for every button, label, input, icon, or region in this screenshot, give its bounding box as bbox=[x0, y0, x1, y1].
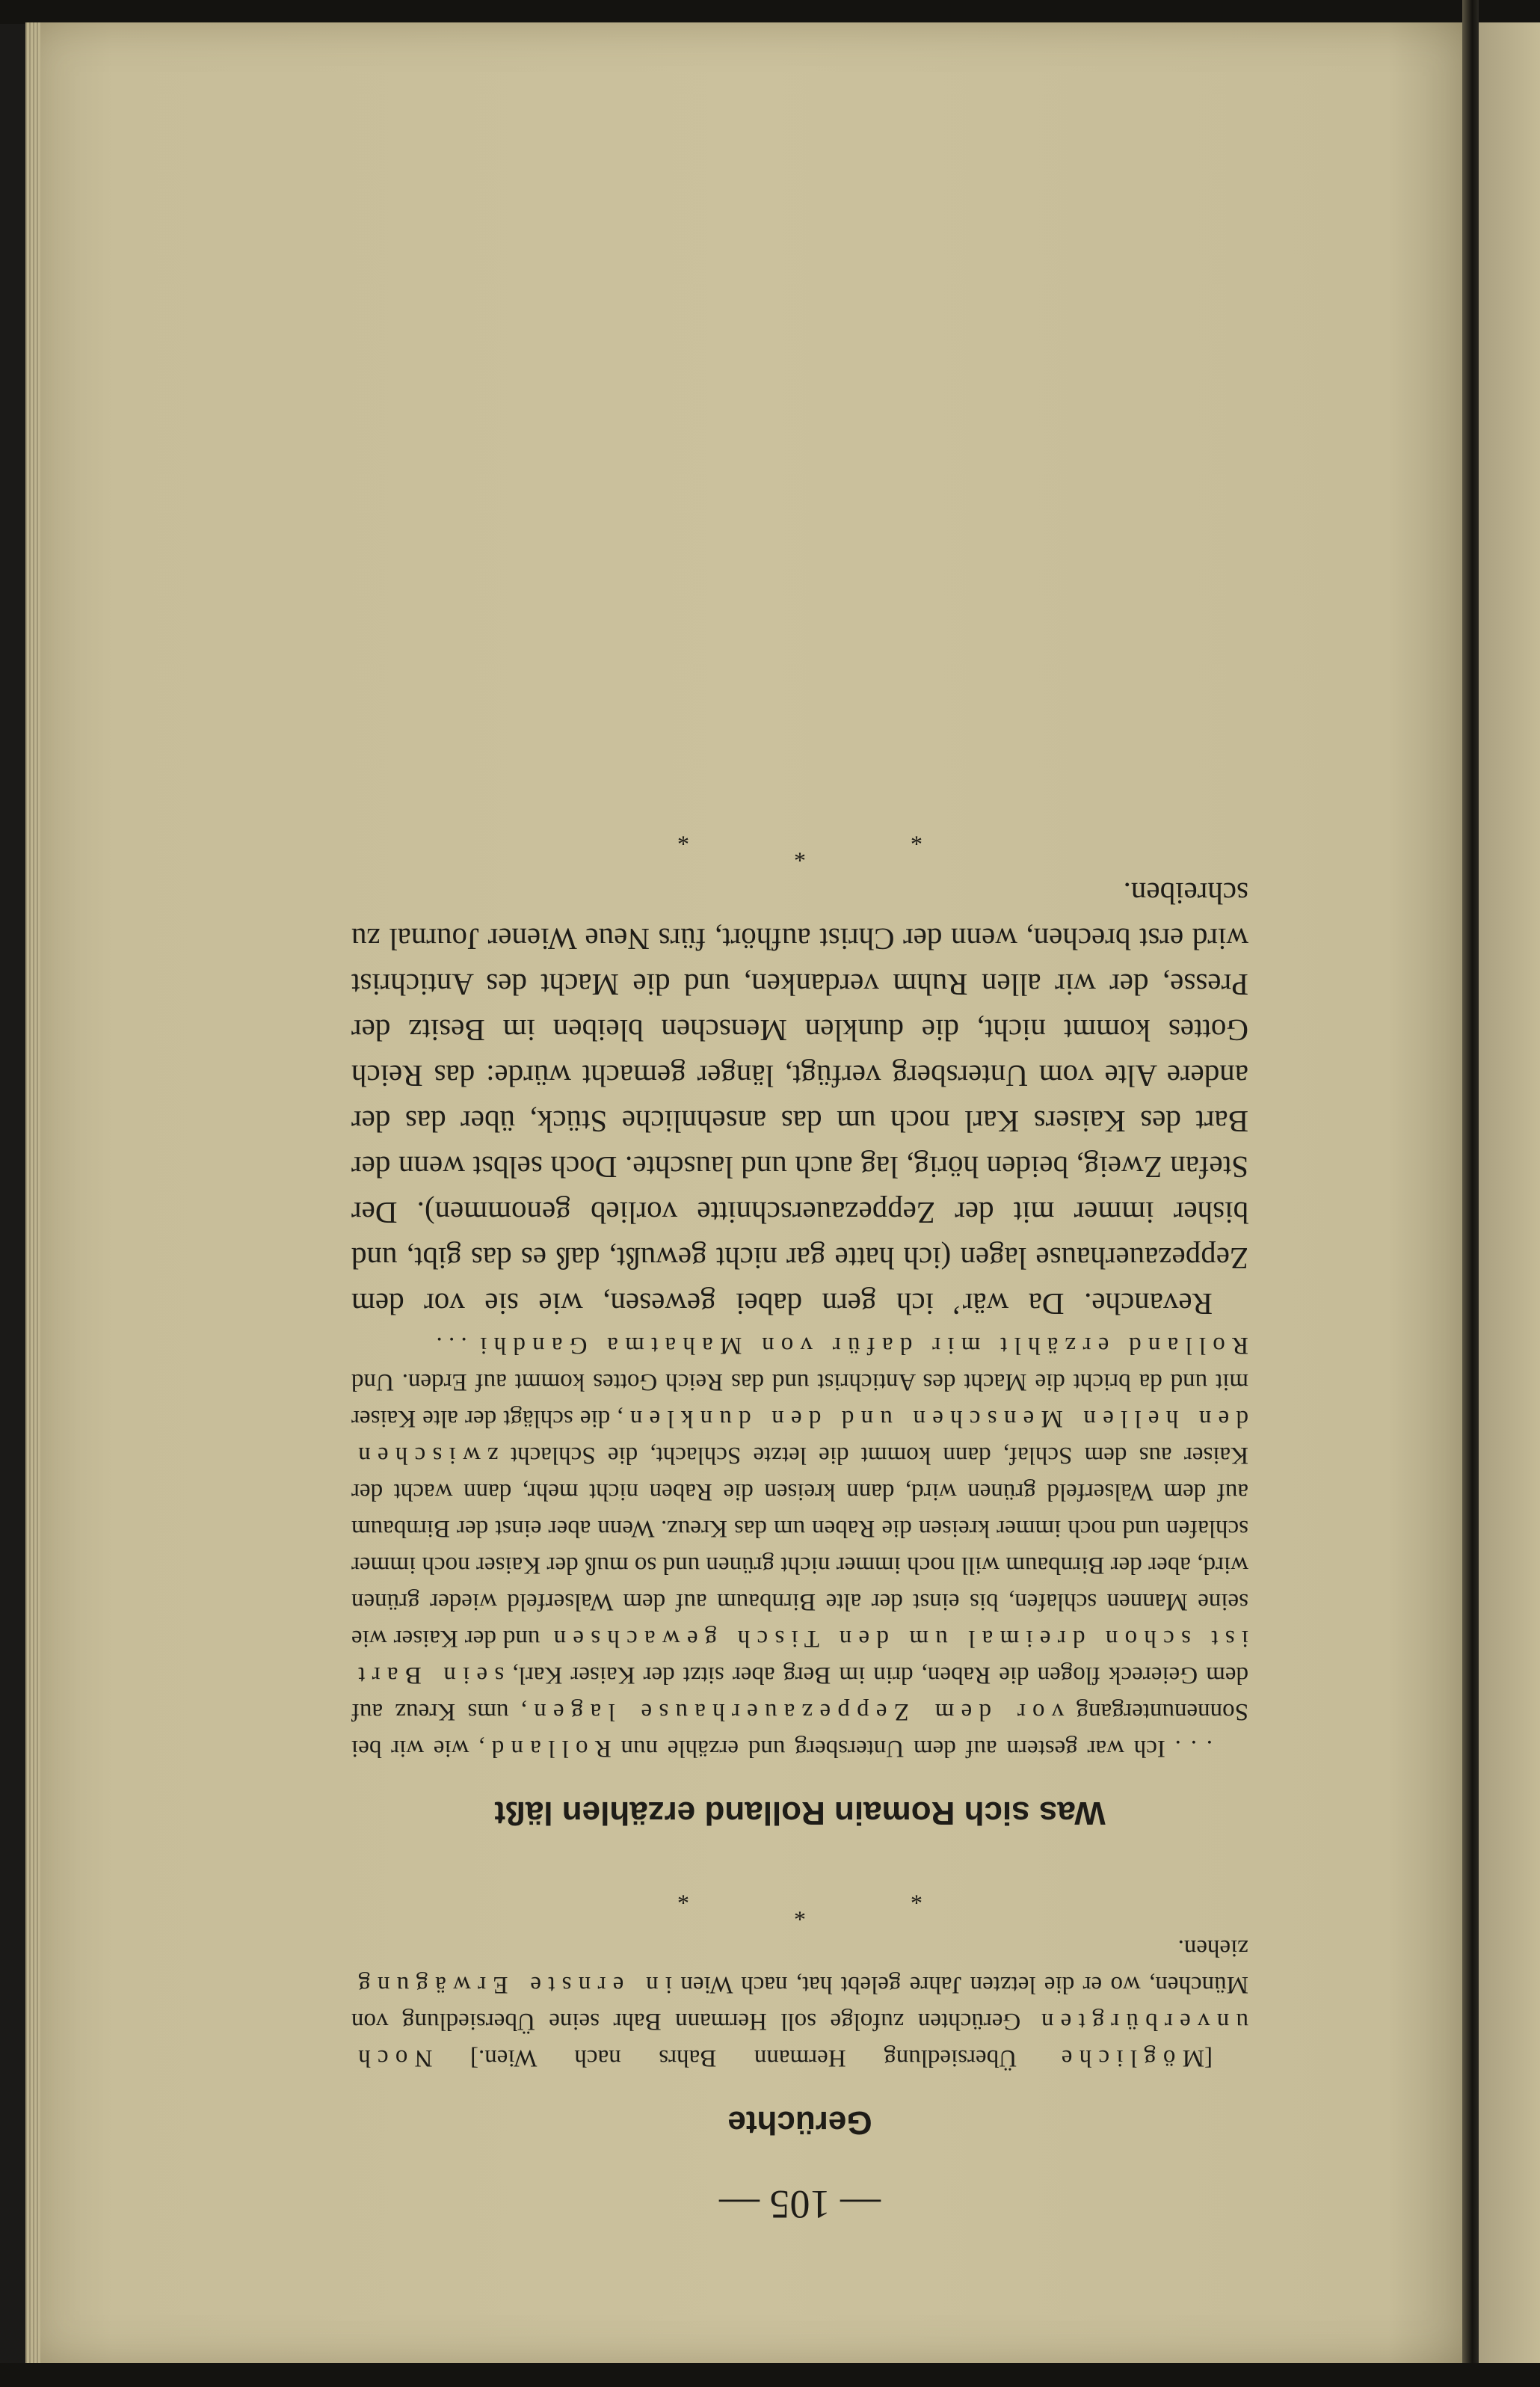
page-number: — 105 — bbox=[719, 2182, 881, 2227]
text-run-spaced: Mögliche bbox=[1054, 2045, 1204, 2071]
asterisk: * bbox=[794, 841, 806, 867]
text-run: Revanche. Da wär’ ich gern dabei gewesen, wie sie vor dem Zeppezauerhause lagen (ich hatte gar nicht gewußt, daß es das gibt, und bisher immer mit der Zeppezauerschnitte vorlieb genommen). Der Stefan Zweig, beiden hörig, lag auch und lauschte. Doch selbst wenn der Bart des Kaisers Karl noch um das ansehnliche Stück, über das der andere Alte vom Untersberg verfügt, länger gemacht würde: das Reich Gottes kommt nicht, die dunklen Menschen bleiben im Besitz der Presse, der wir allen Ruhm verdanken, und die Macht des Antichrist wird erst brechen, wenn der Christ aufhört, fürs Neue Wiener Journal zu schreiben. bbox=[351, 876, 1248, 1321]
text-run: . . . Ich war gestern auf dem Untersberg und erzähle nun bbox=[611, 1735, 1213, 1762]
printed-text-block bbox=[351, 516, 1248, 2228]
asterism-separator bbox=[351, 1844, 1248, 1926]
text-run-spaced: zwischen den hellen Menschen und den dunklen bbox=[351, 1405, 1248, 1469]
asterisk: * bbox=[911, 824, 923, 851]
text-run: und der Kaiser wie seine Mannen schlafen, bis einst der alte Birnbaum auf dem Walserfeld wieder grünen wird, aber der Birnbaum will noch immer nicht grünen und so muß der Kaiser noch immer schlafen und noch immer kreisen die Raben um das Kreuz. Wenn aber einst der Birnbaum auf dem Walserfeld grünen wird, dann kreisen die Raben nicht mehr, dann wacht der Kaiser aus dem Schlaf, dann kommt die letzte Schlacht, die Schlacht bbox=[351, 1442, 1248, 1652]
text-run: , wie wir bei Sonnenuntergang bbox=[351, 1698, 1248, 1762]
asterisk: * bbox=[677, 1883, 689, 1910]
text-run: . . . bbox=[436, 1332, 473, 1359]
asterisk: * bbox=[794, 1899, 806, 1926]
text-run: ziehen. bbox=[1177, 1935, 1248, 1961]
paragraph-geruechte bbox=[351, 1929, 1248, 2076]
section-title-geruechte: Gerüchte bbox=[727, 2104, 872, 2141]
text-run-spaced: Rolland bbox=[484, 1735, 612, 1762]
text-run-spaced: Noch unverbürgten bbox=[351, 2008, 1248, 2071]
paragraph-rolland-quote bbox=[351, 1327, 1248, 1766]
text-run-spaced: in ernste Erwägung bbox=[351, 1971, 673, 1998]
text-run-spaced: vor dem Zeppezauerhause lagen bbox=[527, 1698, 1065, 1725]
scan-bottom-border bbox=[0, 2363, 1540, 2387]
asterisk: * bbox=[677, 824, 689, 851]
scan-top-border bbox=[0, 0, 1540, 24]
text-run-spaced: sein Bart ist schon dreimal um den Tisch gewachsen bbox=[351, 1625, 1248, 1689]
section-title-rolland: Was sich Romain Rolland erzählen läßt bbox=[494, 1795, 1106, 1831]
asterisk: * bbox=[911, 1883, 923, 1910]
facing-page-edge bbox=[1479, 22, 1540, 2365]
paragraph-revanche bbox=[351, 870, 1248, 1327]
text-run: Gerüchten zufolge soll Hermann Bahr seine Übersiedlung von München, wo er die letzten Jahre gelebt hat, nach Wien bbox=[351, 1971, 1248, 2035]
text-run: , ums Kreuz auf dem Geiereck flogen die Raben, drin im Berg aber sitzt der Kaiser Karl, bbox=[351, 1662, 1248, 1725]
text-run: , die schlägt der alte Kaiser mit und da bricht die Macht des Antichrist und das Reich Gottes kommt auf Erden. Und bbox=[351, 1368, 1248, 1432]
text-run: Übersiedlung Hermann Bahrs nach Wien.] bbox=[432, 2045, 1055, 2071]
book-gutter bbox=[1462, 0, 1479, 2387]
asterism-separator bbox=[351, 785, 1248, 867]
text-run: [ bbox=[1204, 2045, 1213, 2071]
page-stack-edge bbox=[25, 22, 40, 2365]
text-run-spaced: Rolland erzählt mir dafür von Mahatma Gandhi bbox=[472, 1332, 1248, 1359]
